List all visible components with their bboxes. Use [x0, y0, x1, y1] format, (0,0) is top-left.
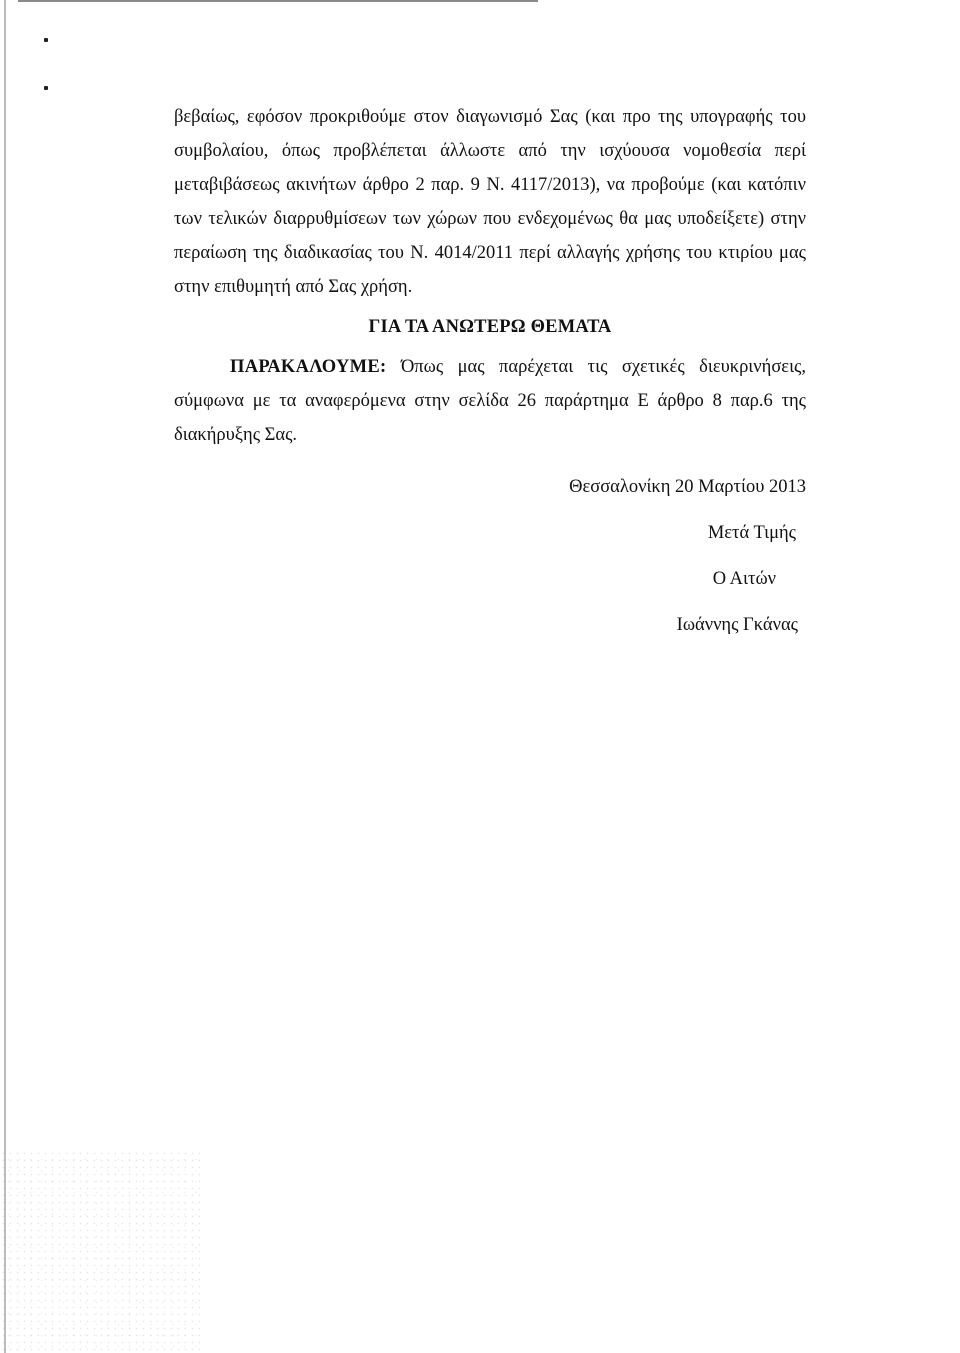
- scan-mark: [44, 38, 48, 42]
- request-paragraph: [174, 350, 806, 452]
- body-paragraph: βεβαίως, εφόσον προκριθούμε στον διαγωνισμό Σας (και προ της υπογραφής του συμβολαίου, όπως προβλέπεται άλλωστε από την ισχύουσα νομοθεσία περί μεταβιβάσεως ακινήτων άρθρο 2 παρ. 9 Ν. 4117/2013), να προβούμε (και κατόπιν των τελικών διαρρυθμίσεων των χώρων που ενδεχομένως θα μας υποδείξετε) στην περαίωση της διαδικασίας του Ν. 4014/2011 περί αλλαγής χρήσης του κτιρίου μας στην επιθυμητή από Σας χρήση.: [174, 107, 806, 297]
- scan-noise: [0, 1150, 200, 1353]
- scan-mark: [44, 86, 48, 90]
- place-date: Θεσσαλονίκη 20 Μαρτίου 2013: [569, 477, 806, 497]
- signer-role: Ο Αιτών: [712, 569, 776, 589]
- request-lead: ΠΑΡΑΚΑΛΟΥΜΕ:: [230, 357, 387, 377]
- closing-block: [174, 452, 806, 648]
- scan-top-rule: [18, 0, 538, 2]
- document-page: [174, 100, 806, 648]
- request-text: Όπως μας παρέχεται τις σχετικές διευκρινήσεις, σύμφωνα με τα αναφερόμενα στην σελίδα 26 παράρτημα Ε άρθρο 8 παρ.6 της διακήρυξης Σας.: [174, 357, 806, 445]
- signer-name: Ιωάννης Γκάνας: [676, 615, 798, 635]
- signoff: Μετά Τιμής: [707, 523, 796, 543]
- section-heading: ΓΙΑ ΤΑ ΑΝΩΤΕΡΩ ΘΕΜΑΤΑ: [368, 317, 612, 337]
